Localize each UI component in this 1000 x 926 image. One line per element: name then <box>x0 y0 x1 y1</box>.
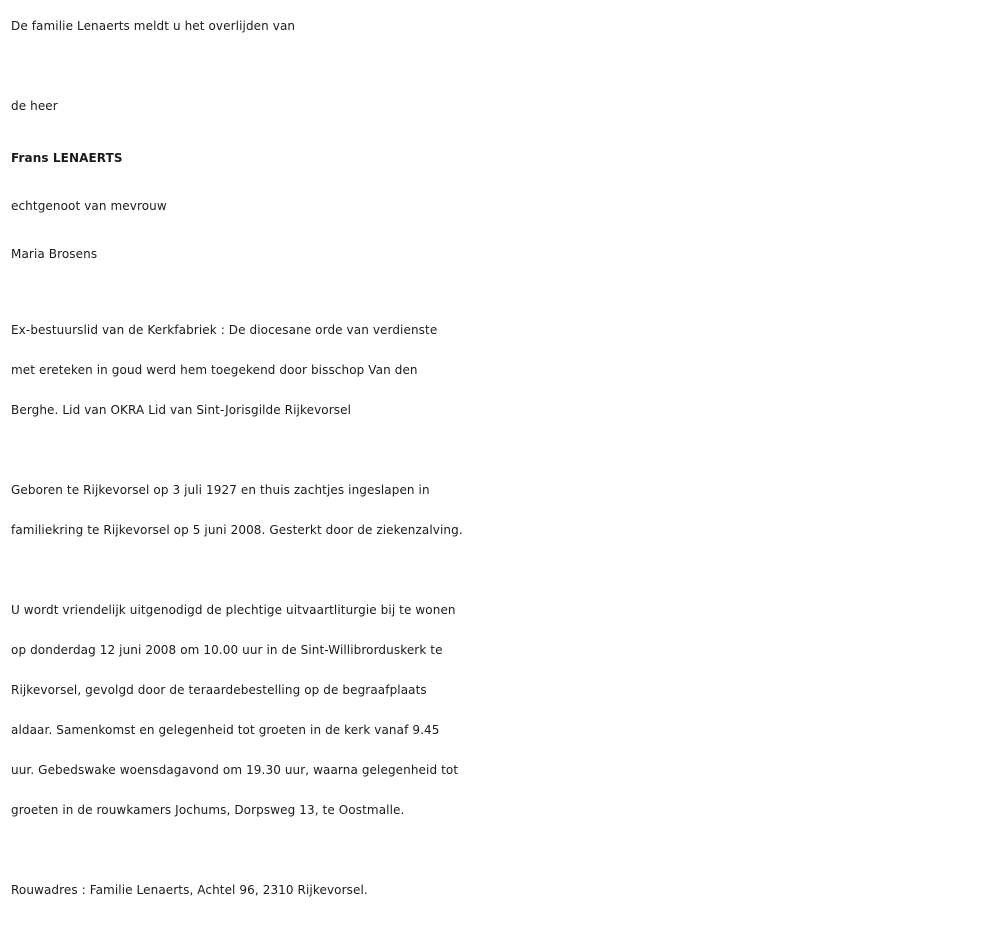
memberships-line: Berghe. Lid van OKRA Lid van Sint-Jorisgilde Rijkevorsel <box>11 403 352 417</box>
spouse-name: Maria Brosens <box>11 247 98 261</box>
relation-text: echtgenoot van mevrouw <box>11 199 167 213</box>
memberships-line: met ereteken in goud werd hem toegekend door bisschop Van den <box>11 363 418 377</box>
memberships-paragraph <box>11 310 993 430</box>
obituary-document <box>11 6 993 910</box>
funeral-line: aldaar. Samenkomst en gelegenheid tot groeten in de kerk vanaf 9.45 <box>11 723 440 737</box>
funeral-paragraph <box>11 590 993 830</box>
intro-text: De familie Lenaerts meldt u het overlijden van <box>11 19 296 33</box>
mourning-address: Rouwadres : Familie Lenaerts, Achtel 96, 2310 Rijkevorsel. <box>11 883 368 897</box>
title-prefix: de heer <box>11 99 58 113</box>
birth-death-line: familiekring te Rijkevorsel op 5 juni 2008. Gesterkt door de ziekenzalving. <box>11 523 463 537</box>
funeral-line: Rijkevorsel, gevolgd door de teraardebestelling op de begraafplaats <box>11 683 427 697</box>
funeral-line: uur. Gebedswake woensdagavond om 19.30 uur, waarna gelegenheid tot <box>11 763 459 777</box>
deceased-name: Frans LENAERTS <box>11 151 123 165</box>
birth-death-paragraph <box>11 470 993 550</box>
memberships-line: Ex-bestuurslid van de Kerkfabriek : De diocesane orde van verdienste <box>11 323 438 337</box>
funeral-line: groeten in de rouwkamers Jochums, Dorpsweg 13, te Oostmalle. <box>11 803 405 817</box>
funeral-line: U wordt vriendelijk uitgenodigd de plechtige uitvaartliturgie bij te wonen <box>11 603 456 617</box>
birth-death-line: Geboren te Rijkevorsel op 3 juli 1927 en thuis zachtjes ingeslapen in <box>11 483 430 497</box>
funeral-line: op donderdag 12 juni 2008 om 10.00 uur in de Sint-Willibrorduskerk te <box>11 643 443 657</box>
